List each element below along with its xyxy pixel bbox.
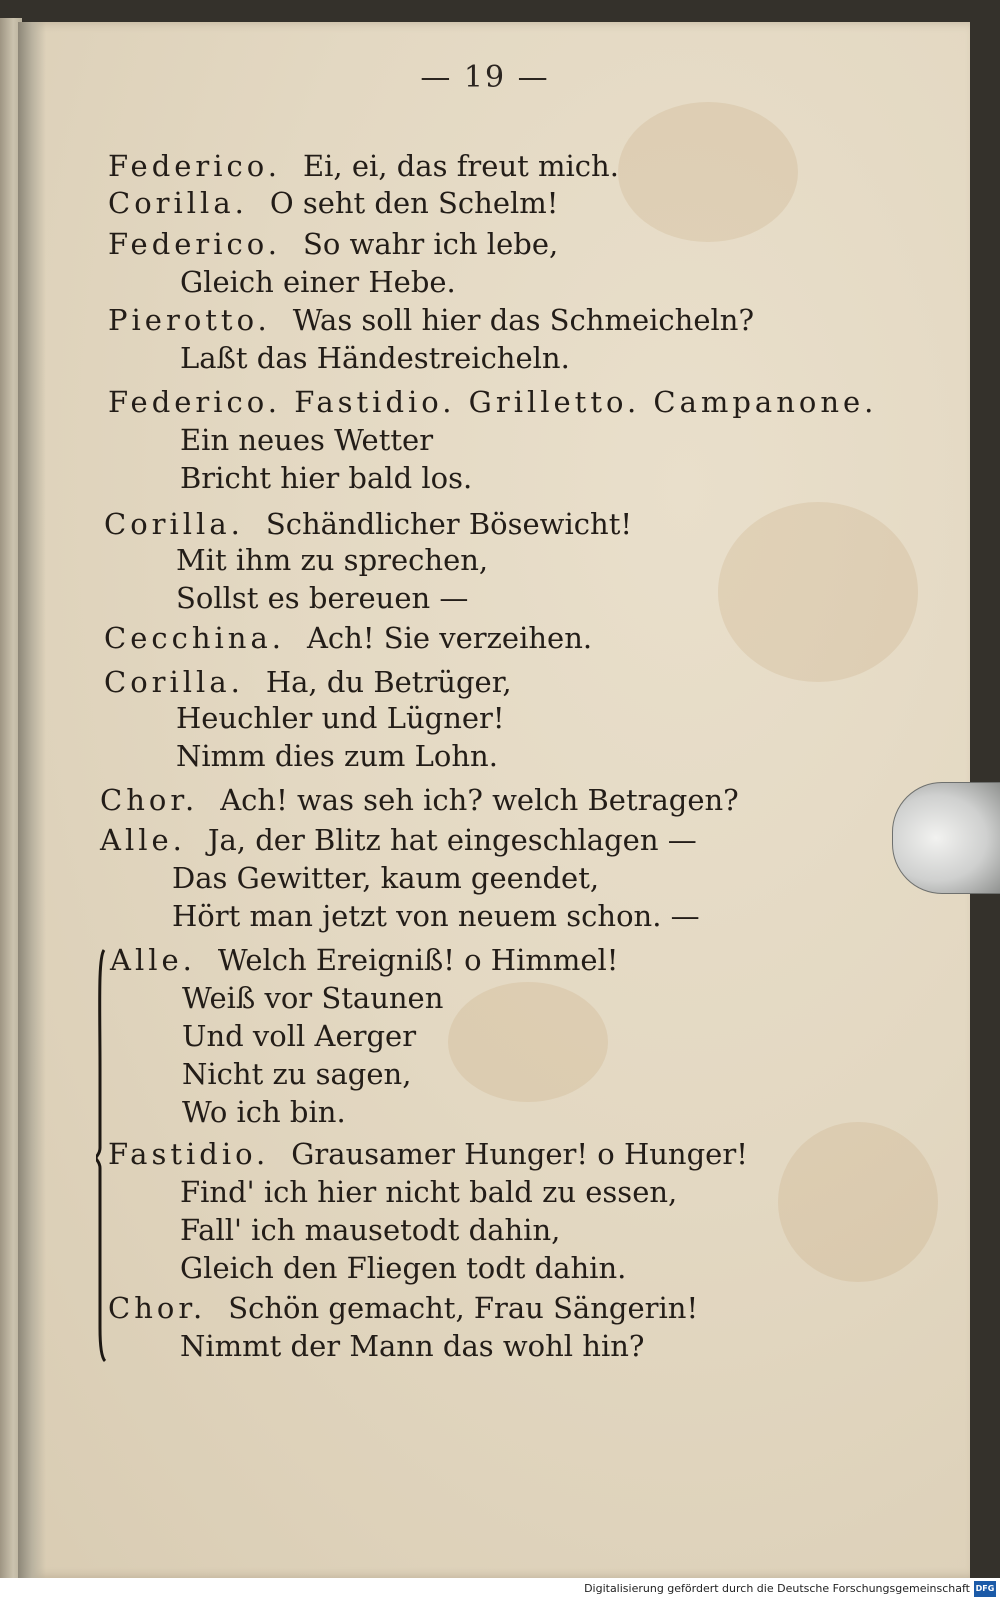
speaker-name: Federico. [108,149,281,183]
text-line [108,148,619,184]
verse-text: Mit ihm zu sprechen, [176,543,489,577]
text-line [108,185,558,221]
verse-text: Schön gemacht, Frau Sängerin! [228,1291,699,1325]
speaker-name: Corilla. [104,507,244,541]
text-line [180,340,570,376]
text-line [104,620,592,656]
text-line [108,384,899,420]
paper-stain [718,502,918,682]
speaker-name: Pierotto. [108,303,271,337]
bracket-mark [96,948,106,1363]
speaker-name: Corilla. [108,186,248,220]
text-line [172,860,599,896]
verse-text: Was soll hier das Schmeicheln? [292,303,754,337]
verse-text: Gleich den Fliegen todt dahin. [180,1251,627,1285]
speaker-name: Alle. [100,823,186,857]
verse-text: Heuchler und Lügner! [176,701,505,735]
text-line [100,782,739,818]
verse-text: Grausamer Hunger! o Hunger! [291,1137,748,1171]
text-line [180,422,433,458]
speaker-name: Chor. [108,1291,207,1325]
text-line [176,580,468,616]
verse-text: Fall' ich mausetodt dahin, [180,1213,561,1247]
verse-text: Ha, du Betrüger, [265,665,512,699]
dfg-logo: DFG [974,1581,996,1597]
verse-text: Und voll Aerger [182,1019,417,1053]
text-line [180,1328,644,1364]
text-line [172,898,700,934]
page-clip-tab [892,782,1000,894]
paper-stain [618,102,798,242]
text-line [180,1212,560,1248]
text-line [108,1136,748,1172]
text-line [104,664,512,700]
speaker-name: Federico. Fastidio. Grilletto. Campanone. [108,385,878,419]
verse-text: Weiß vor Staunen [182,981,444,1015]
verse-text: Find' ich hier nicht bald zu essen, [180,1175,678,1209]
text-line [182,1018,416,1054]
speaker-name: Fastidio. [108,1137,270,1171]
text-line [108,1290,698,1326]
speaker-name: Federico. [108,227,281,261]
speaker-name: Chor. [100,783,199,817]
verse-text: Ein neues Wetter [180,423,434,457]
text-line [108,226,558,262]
paper-stain [778,1122,938,1282]
speaker-name: Cecchina. [104,621,285,655]
verse-text: Laßt das Händestreicheln. [180,341,570,375]
footer-bar [0,1578,1000,1602]
verse-text: Das Gewitter, kaum geendet, [172,861,600,895]
text-line [100,822,697,858]
text-line [110,942,618,978]
text-line [104,506,632,542]
verse-text: O seht den Schelm! [269,186,559,220]
verse-text: Nicht zu sagen, [182,1057,412,1091]
verse-text: Sollst es bereuen — [176,581,469,615]
speaker-name: Alle. [110,943,196,977]
verse-text: Bricht hier bald los. [180,461,473,495]
footer-credit: Digitalisierung gefördert durch die Deutsche Forschungsgemeinschaft [584,1582,970,1595]
text-line [176,738,498,774]
verse-text: Ach! was seh ich? welch Betragen? [220,783,739,817]
paper-stain [448,982,608,1102]
page-gutter [18,22,46,1578]
verse-text: Wo ich bin. [182,1095,346,1129]
verse-text: Welch Ereigniß! o Himmel! [217,943,619,977]
text-line [180,264,456,300]
text-line [182,1056,411,1092]
text-line [182,980,443,1016]
page-number: — 19 — [420,60,550,95]
text-line [108,302,754,338]
verse-text: Nimmt der Mann das wohl hin? [180,1329,645,1363]
text-line [180,1174,677,1210]
speaker-name: Corilla. [104,665,244,699]
text-line [182,1094,346,1130]
verse-text: Nimm dies zum Lohn. [176,739,498,773]
text-line [180,1250,626,1286]
verse-text: Schändlicher Bösewicht! [265,507,633,541]
text-line [176,542,488,578]
text-line [176,700,505,736]
text-line [180,460,472,496]
verse-text: Ei, ei, das freut mich. [302,149,619,183]
verse-text: So wahr ich lebe, [302,227,559,261]
verse-text: Ja, der Blitz hat eingeschlagen — [207,823,697,857]
verse-text: Ach! Sie verzeihen. [306,621,593,655]
verse-text: Hört man jetzt von neuem schon. — [172,899,700,933]
verse-text: Gleich einer Hebe. [180,265,456,299]
